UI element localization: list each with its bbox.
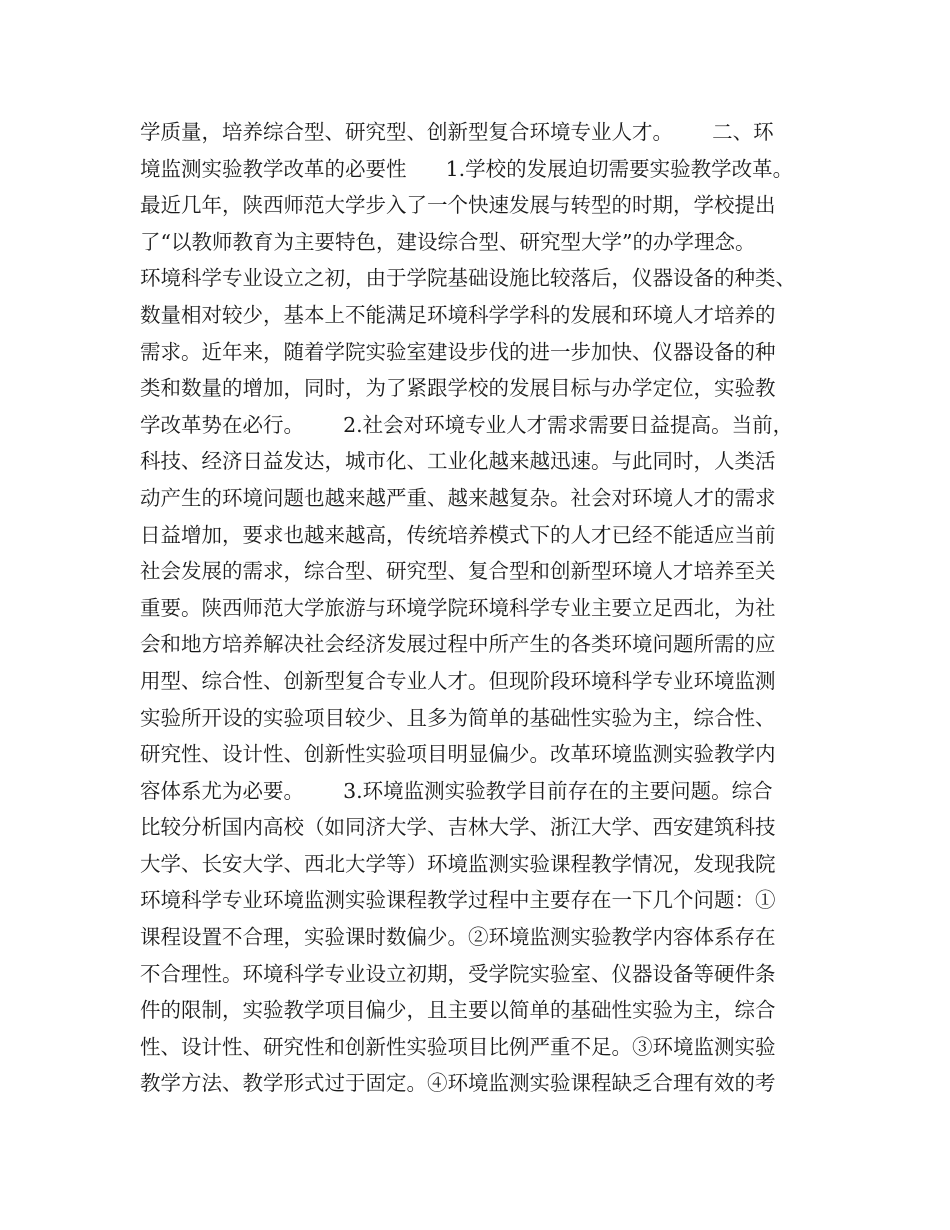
text-line: 重要。陕西师范大学旅游与环境学院环境科学专业主要立足西北，为社 [140, 595, 776, 620]
text-line: 境监测实验教学改革的必要性 1.学校的发展迫切需要实验教学改革。 [140, 156, 794, 181]
text-line: 科技、经济日益发达，城市化、工业化越来越迅速。与此同时，人类活 [140, 449, 776, 474]
text-line: 比较分析国内高校（如同济大学、吉林大学、浙江大学、西安建筑科技 [140, 815, 776, 840]
text-line: 环境科学专业设立之初，由于学院基础设施比较落后，仪器设备的种类、 [140, 266, 796, 291]
text-line: 教学方法、教学形式过于固定。④环境监测实验课程缺乏合理有效的考 [140, 1071, 776, 1096]
body-text [140, 114, 830, 1102]
text-line: 数量相对较少，基本上不能满足环境科学学科的发展和环境人才培养的 [140, 302, 776, 327]
text-line: 课程设置不合理，实验课时数偏少。②环境监测实验教学内容体系存在 [140, 925, 776, 950]
text-line: 不合理性。环境科学专业设立初期，受学院实验室、仪器设备等硬件条 [140, 961, 776, 986]
text-line: 性、设计性、研究性和创新性实验项目比例严重不足。③环境监测实验 [140, 1034, 776, 1059]
text-line: 需求。近年来，随着学院实验室建设步伐的进一步加快、仪器设备的种 [140, 339, 776, 364]
text-line: 环境科学专业环境监测实验课程教学过程中主要存在一下几个问题：① [140, 888, 776, 913]
text-line: 学改革势在必行。 2.社会对环境专业人才需求需要日益提高。当前， [140, 412, 794, 437]
text-line: 类和数量的增加，同时，为了紧跟学校的发展目标与办学定位，实验教 [140, 376, 776, 401]
text-line: 研究性、设计性、创新性实验项目明显偏少。改革环境监测实验教学内 [140, 742, 776, 767]
text-line: 学质量，培养综合型、研究型、创新型复合环境专业人才。 二、环 [140, 120, 774, 144]
text-line: 社会发展的需求，综合型、研究型、复合型和创新型环境人才培养至关 [140, 559, 776, 584]
text-line: 容体系尤为必要。 3.环境监测实验教学目前存在的主要问题。综合 [140, 778, 773, 803]
text-line: 实验所开设的实验项目较少、且多为简单的基础性实验为主，综合性、 [140, 705, 776, 730]
text-line: 件的限制，实验教学项目偏少，且主要以简单的基础性实验为主，综合 [140, 998, 776, 1023]
text-line: 了“以教师教育为主要特色，建设综合型、研究型大学”的办学理念。 [140, 229, 756, 254]
text-line: 用型、综合性、创新型复合专业人才。但现阶段环境科学专业环境监测 [140, 668, 776, 693]
text-line: 会和地方培养解决社会经济发展过程中所产生的各类环境问题所需的应 [140, 632, 776, 657]
text-line: 最近几年，陕西师范大学步入了一个快速发展与转型的时期，学校提出 [140, 193, 776, 218]
text-line: 日益增加，要求也越来越高，传统培养模式下的人才已经不能适应当前 [140, 522, 776, 547]
text-line: 动产生的环境问题也越来越严重、越来越复杂。社会对环境人才的需求 [140, 485, 776, 510]
text-line: 大学、长安大学、西北大学等）环境监测实验课程教学情况，发现我院 [140, 851, 776, 876]
